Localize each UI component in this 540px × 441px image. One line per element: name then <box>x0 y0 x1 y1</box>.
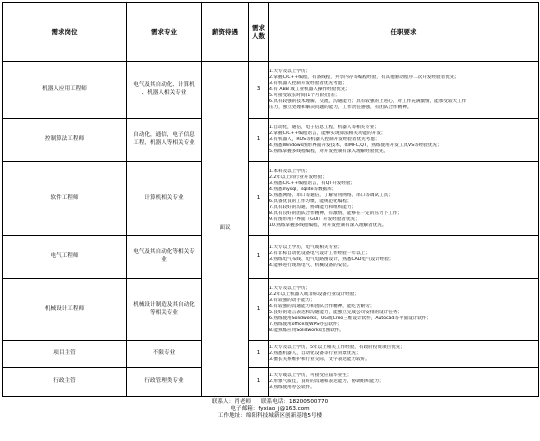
header-major: 需求专业 <box>127 3 202 62</box>
major-line: 、机器人相关专业 <box>141 90 187 96</box>
requirements-cell <box>269 341 539 368</box>
table-row <box>3 279 539 341</box>
requirement-line: 5.可接受较长时间(1个月)的出差； <box>269 93 340 98</box>
major-line: 行政管理类专业 <box>144 378 184 385</box>
requirement-line: 压力，独立处理和解决问题的能力，工作责任感强，有团队合作精神。 <box>269 105 412 110</box>
major-cell <box>127 162 202 236</box>
major-line: 电气及其自动化、计算机 <box>133 82 195 89</box>
position-cell: 软件工程师 <box>3 162 127 236</box>
major-line: 不限专业 <box>152 350 176 357</box>
header-salary: 薪资待遇 <box>202 3 249 62</box>
requirement-line: 3.熟练使用办公软件。 <box>269 385 315 390</box>
requirements-cell <box>269 368 539 397</box>
salary-cell: 面议 <box>202 62 249 397</box>
requirements-cell <box>269 162 539 236</box>
requirement-line: 2.掌握C/C++编程，有条线程，共享内存等编程经验，有其他驱动程序二次开发经验者优先； <box>269 75 460 80</box>
position-cell: 控制算法工程师 <box>3 119 127 162</box>
major-cell <box>127 236 202 279</box>
table-header-row <box>3 3 539 62</box>
count-cell: 1 <box>249 236 269 279</box>
major-cell <box>127 341 202 368</box>
requirement-line: 3.有机器人，ROS等机器人控制开发经验者优先考虑； <box>269 137 380 142</box>
requirement-line: 6.熟练使用Solidworks、UG或Creo三维设计软件，Autocad等平面设计软件； <box>269 315 432 321</box>
contact-phone: 联系电话：18200500770 <box>261 399 329 405</box>
header-count <box>249 3 269 62</box>
requirement-line: 3.擅长关系维护和行业交际，文字表达能力较好。 <box>269 357 370 362</box>
major-line: 机械设计制造及其自动化 <box>133 301 195 308</box>
position-cell: 行政主管 <box>3 368 127 397</box>
requirement-line: 4.有 ABB 或工业机器人操作经验优先； <box>269 87 351 92</box>
requirement-line: 5.良好的语言表达和沟通能力，能独立完成公司安排的设计任务； <box>269 309 403 315</box>
position-cell: 项目主管 <box>3 341 127 368</box>
position-cell: 电气工程师 <box>3 236 127 279</box>
count-cell: 1 <box>249 341 269 368</box>
major-cell <box>127 119 202 162</box>
requirements-cell <box>269 236 539 279</box>
count-cell: 1 <box>249 279 269 341</box>
header-requirements: 任职要求 <box>269 3 539 62</box>
requirement-line: 1.本科及以上学历； <box>269 168 311 174</box>
contact-line <box>2 399 538 406</box>
major-line: 计算机相关专业 <box>144 194 184 201</box>
requirement-line: 3.有机器人控制开发经验者优先考虑； <box>269 81 347 86</box>
major-cell <box>127 279 202 341</box>
requirement-line: 9.有图形用户界面（GUI）开发经验者优先； <box>269 216 360 222</box>
requirement-line: 5.熟悉网络、串口等通信，了解常用网络、串口等调试工具； <box>269 192 393 198</box>
requirement-line: 7.具有较好的沟通，协调能力和组织能力； <box>269 204 357 210</box>
requirements-cell <box>269 279 539 341</box>
requirement-line: 2.有非标自动化设备电气设计工作经验一年以上； <box>269 251 370 256</box>
major-line: 电气及其自动化等相关专 <box>133 249 195 256</box>
job-requirements-table <box>2 2 539 397</box>
count-cell: 3 <box>249 62 269 119</box>
major-line: 自动化，通信，电子信息 <box>133 132 195 139</box>
requirement-line: 6.具备优良的工作习惯，能规范化编程； <box>269 198 352 204</box>
requirement-line: 6.具有较强的技术理解，交流，沟通能力；具有较强的上进心，对工作充满激情，能承受较大工作 <box>269 99 467 104</box>
count-cell: 1 <box>249 368 269 397</box>
requirement-line: 2.熟悉机器人，自动化设备等行业背景优先； <box>269 351 361 356</box>
requirement-line: 1.大专或以上学历，可接受应届毕业生； <box>269 373 352 378</box>
requirement-line: 7.熟练使用office或WPS办公软件； <box>269 321 343 327</box>
requirement-line: 5.熟练掌握多线程编程，对开发控制有深入理解经验优先。 <box>269 149 389 154</box>
requirement-line: 8.能熟练应用Solidworks出图软件。 <box>269 327 345 333</box>
major-cell <box>127 368 202 397</box>
requirements-cell <box>269 62 539 119</box>
requirement-line: 10.熟练掌握多线程编程，对开发控制有深入理解者优先。 <box>269 222 387 228</box>
contact-email: 电子邮箱：fyxiao_j@163.com <box>230 406 310 412</box>
requirement-line: 1.大专及以上学历； <box>269 69 311 74</box>
requirement-line: 1.自动化，通信，电子信息工程，机器人等相关专业； <box>269 125 380 130</box>
work-address: 工作地址：绵阳科技城新区创新基地5号楼 <box>217 413 323 419</box>
table-row <box>3 368 539 397</box>
major-line: 业 <box>161 257 167 263</box>
requirement-line: 2.形象气质佳，良好的沟通和表达能力，协调组织能力； <box>269 379 384 384</box>
count-cell: 1 <box>249 162 269 236</box>
header-count-line2: 人数 <box>252 32 265 40</box>
requirement-line: 3.熟练电气布线、电气电路图设计，熟悉CAD电气设计经验； <box>269 257 394 262</box>
requirement-line: 4.有较强的沟通能力和团队合作精神，能吃苦耐劳； <box>269 303 375 309</box>
count-cell: 1 <box>249 119 269 162</box>
table-row <box>3 62 539 119</box>
requirement-line: 3.熟悉C/C++编程语言，有QT开发经验； <box>269 180 356 186</box>
requirements-cell <box>269 119 539 162</box>
requirement-line: 1.大专及以上学历； <box>269 285 311 291</box>
requirement-line: 4.熟悉mysql，sqlite等数据库； <box>269 186 337 192</box>
table-row <box>3 162 539 236</box>
requirement-line: 3.有较强的动手能力； <box>269 297 315 303</box>
requirement-line: 1.大专及以上学历，5年以上相关工作经验，有政府投资项目优先； <box>269 345 405 350</box>
major-line: 等相关专业 <box>150 309 178 316</box>
requirement-line: 2.掌握C/C++编程语言，能够实现算法相关功能的开发； <box>269 131 386 136</box>
requirement-line: 8.具有良好的团队合作精神，有激情，能够在一定的压力下工作； <box>269 210 403 216</box>
table-body <box>3 62 539 397</box>
position-cell: 机械设计工程师 <box>3 279 127 341</box>
requirement-line: 4.能够进行现场电气、机械设备的安装。 <box>269 263 352 268</box>
major-cell <box>127 62 202 119</box>
requirement-line: 2.2年以上机器人或非标设备行业设计经验； <box>269 291 359 297</box>
requirement-line: 4.熟悉Windows图形界面开发技术，如MFC,QT，熟练使用开发工具VS等经验优先； <box>269 143 442 148</box>
requirement-line: 1.大专以上学历，电气或相关专业； <box>269 245 343 250</box>
table-row <box>3 236 539 279</box>
contact-person: 联系人：肖老师 <box>211 399 252 405</box>
table-row <box>3 341 539 368</box>
contact-footer <box>2 399 538 420</box>
table-row <box>3 119 539 162</box>
position-cell: 机器人应用工程师 <box>3 62 127 119</box>
requirement-line: 2.2年以上同行业开发经验； <box>269 174 327 180</box>
header-position: 需求岗位 <box>3 3 127 62</box>
header-count-line1: 需求 <box>252 23 265 32</box>
major-line: 工程，机器人等相关专业 <box>133 140 195 146</box>
